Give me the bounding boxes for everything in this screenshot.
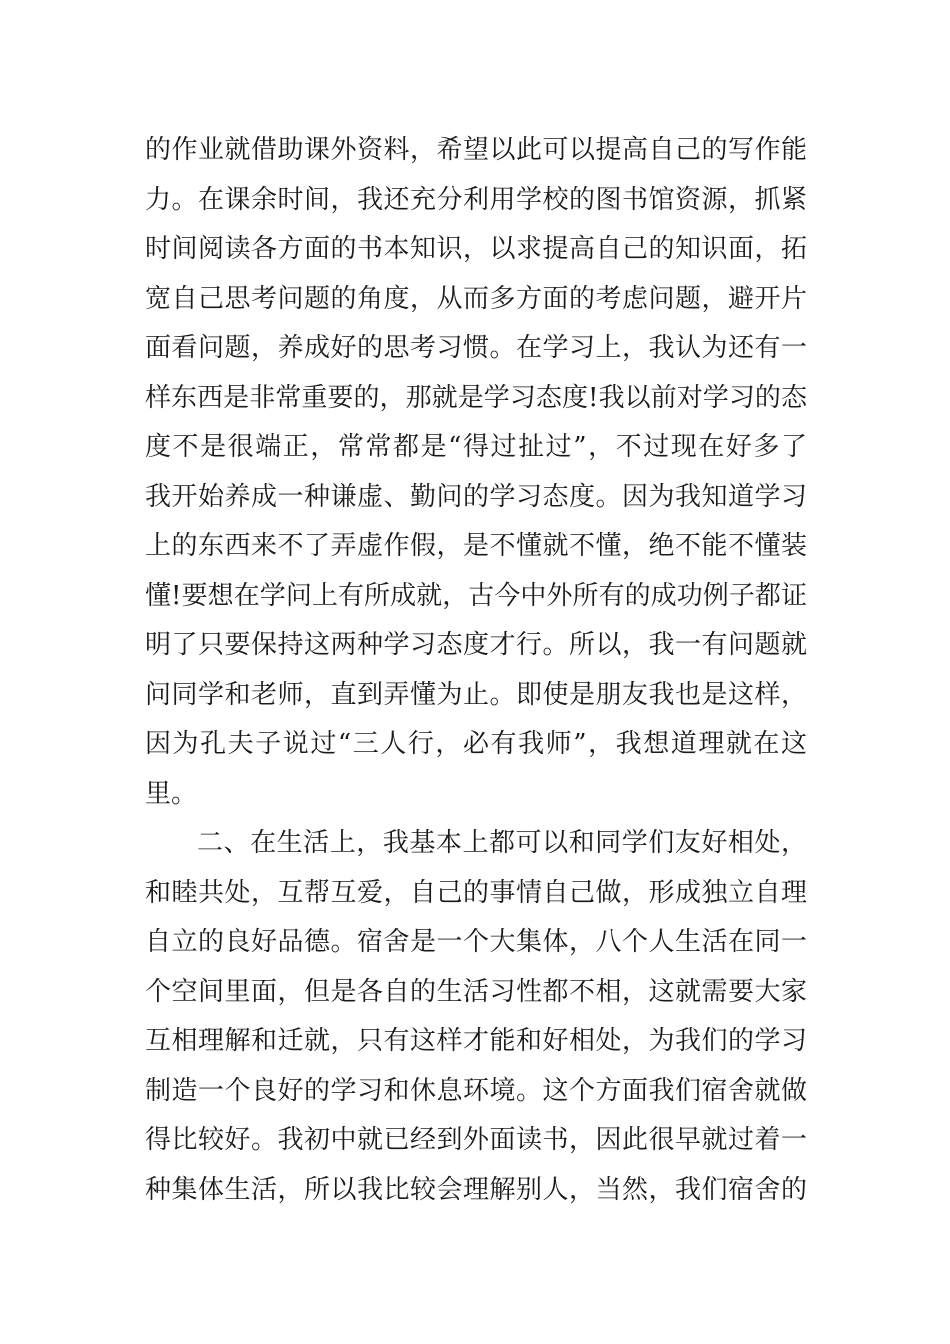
text-line: 因为孔夫子说过“三人行，必有我师”，我想道理就在这 <box>145 729 807 759</box>
document-body <box>145 126 807 1215</box>
text-line: 上的东西来不了弄虚作假，是不懂就不懂，绝不能不懂装 <box>145 531 807 561</box>
text-line: 得比较好。我初中就已经到外面读书，因此很早就过着一 <box>145 1125 807 1155</box>
text-line: 互相理解和迁就，只有这样才能和好相处，为我们的学习 <box>145 1026 807 1056</box>
text-line: 时间阅读各方面的书本知识，以求提高自己的知识面，拓 <box>145 234 807 264</box>
text-line: 种集体生活，所以我比较会理解别人，当然，我们宿舍的 <box>145 1174 807 1205</box>
text-line: 我开始养成一种谦虚、勤问的学习态度。因为我知道学习 <box>145 481 807 512</box>
text-line: 问同学和老师，直到弄懂为止。即使是朋友我也是这样， <box>145 679 807 710</box>
text-line: 的作业就借助课外资料，希望以此可以提高自己的写作能 <box>145 135 807 165</box>
text-line: 力。在课余时间，我还充分利用学校的图书馆资源，抓紧 <box>145 184 807 215</box>
text-line: 个空间里面，但是各自的生活习性都不相，这就需要大家 <box>145 976 807 1007</box>
text-line: 宽自己思考问题的角度，从而多方面的考虑问题，避开片 <box>145 283 807 314</box>
text-line: 样东西是非常重要的，那就是学习态度!我以前对学习的态 <box>145 382 807 413</box>
text-line: 明了只要保持这两种学习态度才行。所以，我一有问题就 <box>145 630 807 660</box>
text-line: 和睦共处，互帮互爱，自己的事情自己做，形成独立自理 <box>145 877 807 908</box>
text-line: 面看问题，养成好的思考习惯。在学习上，我认为还有一 <box>145 333 807 363</box>
paragraph-life <box>145 819 807 1215</box>
text-line: 度不是很端正，常常都是“得过扯过”，不过现在好多了 <box>145 432 807 462</box>
text-line: 懂!要想在学问上有所成就，古今中外所有的成功例子都证 <box>145 580 807 611</box>
paragraph-study-attitude <box>145 126 807 819</box>
text-line: 自立的良好品德。宿舍是一个大集体，八个人生活在同一 <box>145 927 807 957</box>
text-line: 制造一个良好的学习和休息环境。这个方面我们宿舍就做 <box>145 1075 807 1106</box>
text-line: 二、在生活上，我基本上都可以和同学们友好相处， <box>197 828 807 858</box>
text-line: 里。 <box>145 778 198 809</box>
